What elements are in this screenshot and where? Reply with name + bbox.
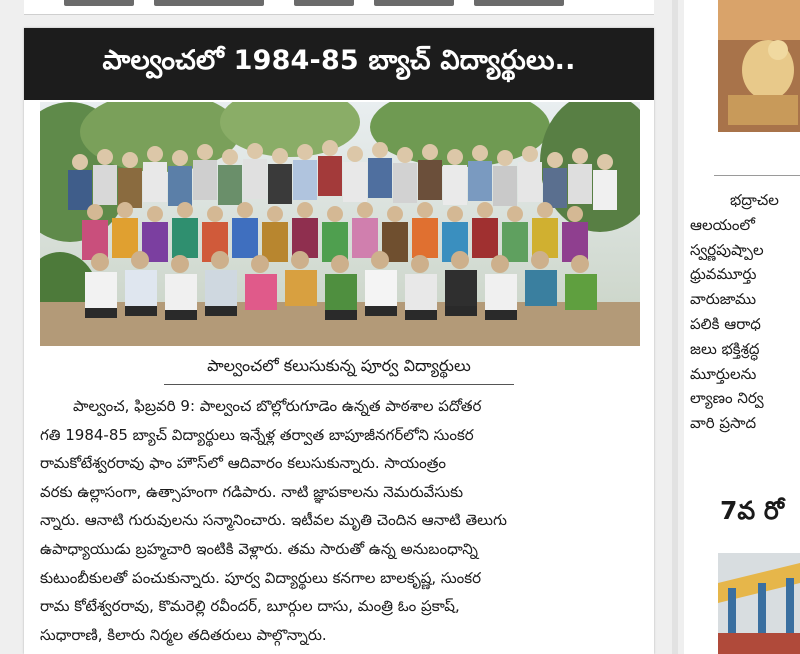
adjacent-text-line: వారుజాము (690, 290, 757, 309)
group-photo (40, 102, 640, 346)
body-line: రామ కోటేశ్వరరావు, కొమరెల్లి రవీందర్, బూర్గుల దాసు, మంత్రి ఓం ప్రకాష్, (40, 597, 460, 616)
adjacent-text-line: జలు భక్తిశ్రద్ధ (690, 339, 760, 358)
news-article (24, 28, 654, 654)
adjacent-heading: 7వ రో (720, 496, 784, 525)
body-line: ఉపాధ్యాయుడు బ్రహ్మచారి ఇంటికి వెళ్లారు. తమ సారుతో ఉన్న అనుబంధాన్ని (40, 539, 478, 558)
adjacent-text-line: మూర్తులను (690, 364, 757, 383)
adjacent-text-line: పలికి ఆరాధ (690, 314, 761, 333)
adjacent-text-line: వారి ప్రసాద (690, 414, 757, 433)
adjacent-photo-top (718, 0, 800, 132)
adjacent-text-line: ల్యాణం నిర్వ (690, 389, 764, 408)
body-line: వరకు ఉల్లాసంగా, ఉత్సాహంగా గడిపారు. నాటి జ్ఞాపకాలను నెమరువేసుకు (40, 482, 464, 501)
adjacent-text-line: స్వర్ణపుష్పాల (690, 240, 764, 259)
body-line: రామకోటేశ్వరరావు ఫాం హౌస్‌లో ఆదివారం కలుసుకున్నారు. సాయంత్రం (40, 454, 446, 473)
headline-bar (24, 28, 654, 100)
photo-caption: పాల్వంచలో కలుసుకున్న పూర్వ విద్యార్థులు (164, 350, 514, 385)
body-line: కుటుంబీకులతో పంచుకున్నారు. పూర్వ విద్యార్థులు కనగాల బాలకృష్ణ, సుంకర (40, 568, 481, 587)
adjacent-article-column (684, 0, 800, 654)
body-line: న్నారు. ఆనాటి గురువులను సన్మానించారు. ఇటీవల మృతి చెందిన ఆనాటి తెలుగు (40, 511, 507, 530)
adjacent-text-line: భద్రాచల (730, 191, 779, 209)
body-line: సుధారాణి, కిలారు నిర్మల తదితరులు పాల్గొన్నారు. (40, 625, 327, 644)
article-body (40, 392, 644, 649)
adjacent-photo-bottom (718, 553, 800, 654)
article-headline: పాల్వంచలో 1984-85 బ్యాచ్ విద్యార్థులు.. (102, 45, 576, 76)
adjacent-text-line: ధ్రువమూర్తు (690, 265, 757, 284)
body-line: గతి 1984-85 బ్యాచ్ విద్యార్థులు ఇన్నేళ్ల తర్వాత బాపూజీనగర్‌లోని సుంకర (40, 425, 474, 444)
body-line: పాల్వంచ, ఫిబ్రవరి 9: పాల్వంచ బొల్లోరుగూడెం ఉన్నత పాఠశాల పదోతర (73, 397, 482, 415)
adjacent-text-line: ఆలయంలో (690, 215, 755, 234)
adjacent-divider (714, 175, 800, 176)
adjacent-article-text (690, 188, 800, 436)
column-gutter (672, 0, 678, 654)
previous-article-fragment (24, 0, 654, 15)
